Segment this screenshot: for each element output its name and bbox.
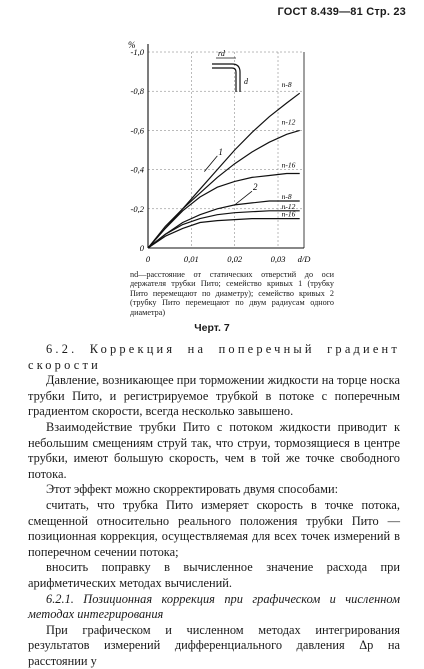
paragraph: Давление, возникающее при торможении жидкости на торце носка трубки Пито, и регистрируемое трубкой в потоке с поперечным градиентом скорости, всегда несколько завышено. bbox=[28, 373, 400, 419]
chart-labels bbox=[128, 40, 311, 264]
subsection-heading: 6.2.1. Позиционная коррекция при графическом и численном методах интегрирования bbox=[28, 591, 400, 622]
y-axis-label: % bbox=[128, 40, 136, 50]
family-label: 2 bbox=[253, 182, 258, 193]
series-label: n-8 bbox=[281, 191, 292, 201]
series-line bbox=[148, 93, 300, 248]
section-body bbox=[28, 342, 400, 669]
series-label: n-12 bbox=[281, 201, 296, 211]
series-label: n-16 bbox=[281, 160, 296, 170]
x-tick-label: d/D bbox=[297, 254, 311, 264]
paragraph: Взаимодействие трубки Пито с потоком жидкости приводит к небольшим смещениям струй так, что струи, тормозящиеся в центре трубки, имеют большую скорость, чем в той же точке свободного потока. bbox=[28, 419, 400, 481]
chart-curves bbox=[148, 93, 300, 248]
running-header: ГОСТ 8.439—81 Стр. 23 bbox=[277, 6, 406, 18]
series-label: n-16 bbox=[281, 209, 296, 219]
inset-label-rd: rd bbox=[218, 49, 225, 58]
x-tick-label: 0,01 bbox=[183, 254, 199, 264]
y-tick-label: -0,2 bbox=[130, 203, 144, 214]
paragraph: считать, что трубка Пито измеряет скорость в точке потока, смещенной относительно реального положения трубки Пито — позиционная коррекция, осуществляемая для всех точек измерений в поперечном сечении потока; bbox=[28, 497, 400, 559]
series-line bbox=[148, 201, 300, 248]
chart-axes bbox=[148, 44, 304, 248]
paragraph: вносить поправку в вычисленное значение расхода при арифметических методах вычислений. bbox=[28, 560, 400, 590]
family-label: 1 bbox=[218, 146, 223, 157]
series-line bbox=[148, 211, 300, 248]
paragraph: Этот эффект можно скорректировать двумя способами: bbox=[46, 482, 339, 497]
x-tick-label: 0,03 bbox=[270, 254, 286, 264]
y-tick-label: -0,8 bbox=[130, 86, 144, 97]
y-tick-label: -0,4 bbox=[130, 164, 144, 175]
figure-chart bbox=[100, 38, 330, 271]
family-leader bbox=[204, 156, 217, 172]
pitot-tube-inset bbox=[212, 49, 249, 92]
figure-number: Черт. 7 bbox=[194, 322, 230, 334]
y-tick-label: -0,6 bbox=[130, 125, 144, 136]
series-label: n-12 bbox=[281, 117, 296, 127]
y-tick-label: 0 bbox=[139, 243, 144, 253]
inset-label-d: d bbox=[244, 77, 248, 86]
x-tick-label: 0,02 bbox=[227, 254, 243, 264]
section-heading: 6.2. Коррекция на поперечный градиент скорости bbox=[28, 342, 400, 372]
chart-svg bbox=[100, 38, 330, 266]
series-label: n-8 bbox=[281, 80, 292, 90]
y-tick-label: -1,0 bbox=[130, 47, 144, 57]
figure-caption: nd—расстояние от статических отверстий до оси держателя трубки Пито; семейство кривых 1 (трубку Пито перемещают по диаметру); семейство кривых 2 (трубку Пито перемещают по двум радиусам одного диаметра) bbox=[130, 270, 334, 317]
pitot-tube-inner bbox=[212, 68, 236, 92]
paragraph: При графическом и численном методах интегрирования результатов измерений дифференциального давления Δp на расстоянии y bbox=[28, 622, 400, 668]
x-tick-label: 0 bbox=[145, 254, 151, 264]
